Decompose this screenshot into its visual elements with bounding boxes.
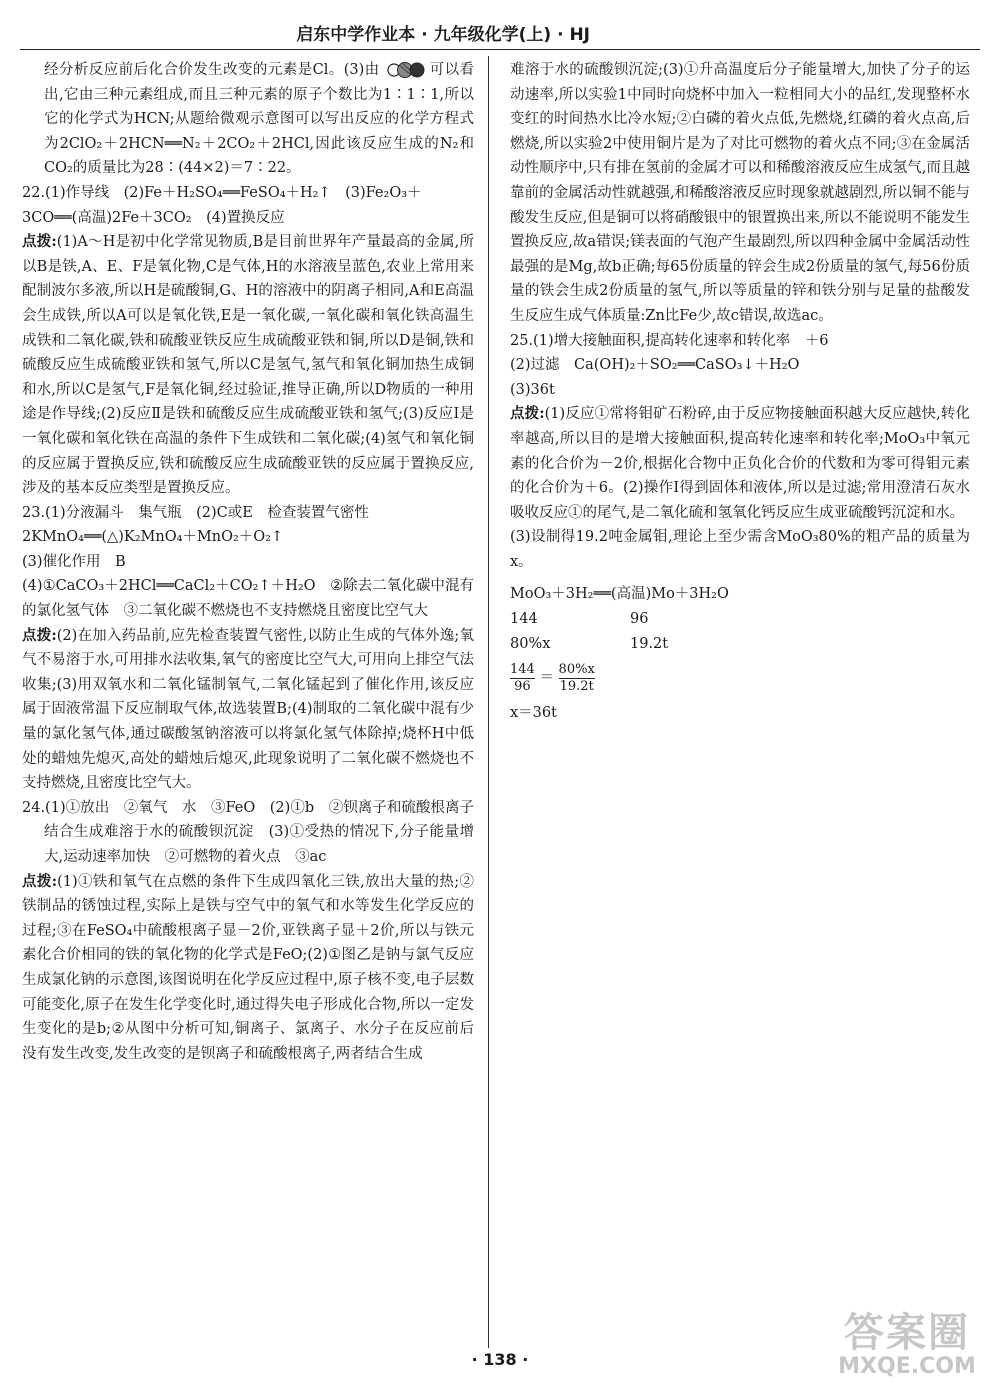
fraction-left-numerator: 144 <box>510 662 535 678</box>
calculation-block <box>510 582 970 725</box>
q24-tip <box>22 870 474 1067</box>
calc-result: x＝36t <box>510 705 557 722</box>
q23-tip-text: (2)在加入药品前,应先检查装置气密性,以防止生成的气体外逸;氧气不易溶于水,可用排水法收集,氧气的密度比空气大,可用向上排空气法收集;(3)用双氧水和二氧化锰制氧气,二氧化锰起到了催化作用,该反应属于固液常温下反应制取气体,故选装置B;(4)制取的二氧化碳中混有少量的氯化氢气体,通过碳酸氢钠溶液可以将氯化氢气体除掉;烧杯H中低处的蜡烛先熄灭,高处的蜡烛后熄灭,此现象说明了二氧化碳不燃烧也不支持燃烧,且密度比空气大。 <box>22 627 475 792</box>
q25-answer-line2: (2)过滤 Ca(OH)₂＋SO₂══CaSO₃↓＋H₂O <box>510 357 800 374</box>
q22-answer-line1: 22.(1)作导线 (2)Fe＋H₂SO₄══FeSO₄＋H₂↑ (3)Fe₂O₃＋ <box>22 184 422 201</box>
left-column <box>22 58 474 1066</box>
fraction-left-denominator: 96 <box>514 679 531 695</box>
q24-tip-continued: 难溶于水的硫酸钡沉淀;(3)①升高温度后分子能量增大,加快了分子的运动速率,所以实验1中同时向烧杯中加入一粒相同大小的品红,发现整杯水变红的时间热水比冷水短;②白磷的着火点低,先燃烧,红磷的着火点高,后燃烧,所以实验2中使用铜片是为了对比可燃物的着火点不同;③在金属活动性顺序中,只有排在氢前的金属才可以和稀酸溶液反应生成氢气,而且越靠前的金属活动性就越强,和稀酸溶液反应时现象就越剧烈,所以铜不能与酸发生反应,但是铜可以将硝酸银中的银置换出来,所以不能说明不能发生置换反应,故a错误;镁表面的气泡产生最剧烈,所以四种金属中金属活动性最强的是Mg,故b正确;每65份质量的锌会生成2份质量的氢气,每56份质量的铁会生成2份质量的氢气,所以等质量的锌和铁分别与足量的盐酸发生反应生成气体质量:Zn比Fe少,故c错误,故选ac。 <box>510 62 970 324</box>
q24-answer: 24.(1)①放出 ②氧气 水 ③FeO (2)①b ②钡离子和硫酸根离子结合生成难溶于水的硫酸钡沉淀 (3)①受热的情况下,分子能量增大,运动速率加快 ②可燃物的着火点 ③ac <box>22 799 474 865</box>
q23-tip-label: 点拨: <box>22 626 57 644</box>
q25-answer-line1: 25.(1)增大接触面积,提高转化速率和转化率 ＋6 <box>510 332 829 349</box>
calc-mass-moo3: 80%x <box>510 635 551 652</box>
molecule-diagram-icon <box>385 61 425 79</box>
q23-equation: 2KMnO₄══(△)K₂MnO₄＋MnO₂＋O₂↑ <box>22 529 284 546</box>
watermark-line2: MXQE.COM <box>838 1354 976 1379</box>
intro-text-b: 可以看出,它由三种元素组成,而且三种元素的原子个数比为1∶1∶1,所以它的化学式为HCN;从题给微观示意图可以写出反应的化学方程式为2ClO₂＋2HCN══N₂＋2CO₂＋2HCl,因此该反应生成的N₂和CO₂的质量比为28∶(44×2)＝7∶22。 <box>44 62 475 177</box>
q25-tip <box>510 402 970 525</box>
watermark-logo <box>832 1311 982 1379</box>
q22-tip-label: 点拨: <box>22 233 57 251</box>
calc-molar-mass-moo3: 144 <box>510 611 538 628</box>
q23-answer-line3: (3)催化作用 B <box>22 553 126 570</box>
fraction-left <box>510 662 535 695</box>
watermark-line1: 答案圈 <box>844 1310 970 1356</box>
q24-tip-text: (1)①铁和氧气在点燃的条件下生成四氧化三铁,放出大量的热;②铁制品的锈蚀过程,实际上是铁与空气中的氧气和水等发生化学反应的过程;③在FeSO₄中硫酸根离子显－2价,亚铁离子显＋2价,所以与铁元素化合价相同的铁的氧化物的化学式是FeO;(2)①图乙是钠与氯气反应生成氯化钠的示意图,该图说明在化学反应过程中,原子核不变,电子层数可能变化,原子在发生化学变化时,通过得失电子形成化合物,所以一定发生变化的是b;②从图中分析可知,铜离子、氯离子、水分子在反应前后没有发生改变,发生改变的是钡离子和硫酸根离子,两者结合生成 <box>22 873 474 1062</box>
q22-answer-line2: 3CO══(高温)2Fe＋3CO₂ (4)置换反应 <box>22 209 285 226</box>
fraction-right-denominator: 19.2t <box>559 679 594 695</box>
q24-tip-label: 点拨: <box>22 872 58 890</box>
calc-molar-mass-mo: 96 <box>630 611 649 628</box>
q22-tip <box>22 230 474 501</box>
column-divider <box>488 56 489 1348</box>
q25-tip-text: (1)反应①常将钼矿石粉碎,由于反应物接触面积越大反应越快,转化率越高,所以目的是增大接触面积,提高转化速率和转化率;MoO₃中氧元素的化合价为－2价,根据化合物中正负化合价的代数和为零可得钼元素的化合价为＋6。(2)操作Ⅰ得到固体和液体,所以是过滤;常用澄清石灰水吸收反应①的尾气,是二氧化硫和氢氧化钙反应生成亚硫酸钙沉淀和水。 <box>510 406 970 521</box>
page-header <box>20 20 980 50</box>
intro-paragraph <box>22 58 474 181</box>
q23-tip <box>22 624 474 796</box>
fraction-right <box>559 662 595 695</box>
right-column <box>510 58 970 726</box>
header-title: 启东中学作业本 · 九年级化学(上) · HJ <box>296 25 590 45</box>
q25-calc-intro: (3)设制得19.2吨金属钼,理论上至少需含MoO₃80%的粗产品的质量为x。 <box>510 529 970 570</box>
calc-mass-mo: 19.2t <box>630 635 669 652</box>
calc-row-molar-mass <box>510 607 970 632</box>
q23-answer-line1: 23.(1)分液漏斗 集气瓶 (2)C或E 检查装置气密性 <box>22 504 369 521</box>
page-number: · 138 · <box>471 1350 529 1369</box>
fraction-right-numerator: 80%x <box>558 662 595 678</box>
q22-tip-text: (1)A～H是初中化学常见物质,B是目前世界年产量最高的金属,所以B是铁,A、E、F是氧化物,C是气体,H的水溶液呈蓝色,农业上常用来配制波尔多液,所以H是硫酸铜,G、H的溶液中的阴离子相同,A和E高温会生成铁,所以A可以是氧化铁,E是一氧化碳,一氧化碳和氧化铁高温生成铁和二氧化碳,铁和硫酸亚铁反应生成硫酸亚铁和铜,所以D是铜,铁和硫酸反应生成硫酸亚铁和氢气,所以C是氢气,氢气和氧化铜加热生成铜和水,所以C是氢气,F是氧化铜,经过验证,推导正确,所以D物质的一种用途是作导线;(2)反应Ⅱ是铁和硫酸反应生成硫酸亚铁和氢气;(3)反应Ⅰ是一氧化碳和氧化铁在高温的条件下生成铁和二氧化碳;(4)氢气和氧化铜的反应属于置换反应,铁和硫酸反应生成硫酸亚铁的反应属于置换反应,涉及的基本反应类型是置换反应。 <box>22 234 474 497</box>
intro-text-a: 经分析反应前后化合价发生改变的元素是Cl。(3)由 <box>44 62 380 78</box>
calc-row-mass <box>510 632 970 657</box>
q25-answer-line3: (3)36t <box>510 381 555 398</box>
q25-tip-label: 点拨: <box>510 405 545 423</box>
q23-answer-line4: (4)①CaCO₃＋2HCl══CaCl₂＋CO₂↑＋H₂O ②除去二氧化碳中混有的氯化氢气体 ③二氧化碳不燃烧也不支持燃烧且密度比空气大 <box>22 578 474 620</box>
calc-proportion: $\frac{144}{96}$ ＝ $\frac{80\%x}{19.2t}$ <box>510 662 595 695</box>
calc-equation: MoO₃＋3H₂══(高温)Mo＋3H₂O <box>510 586 729 603</box>
